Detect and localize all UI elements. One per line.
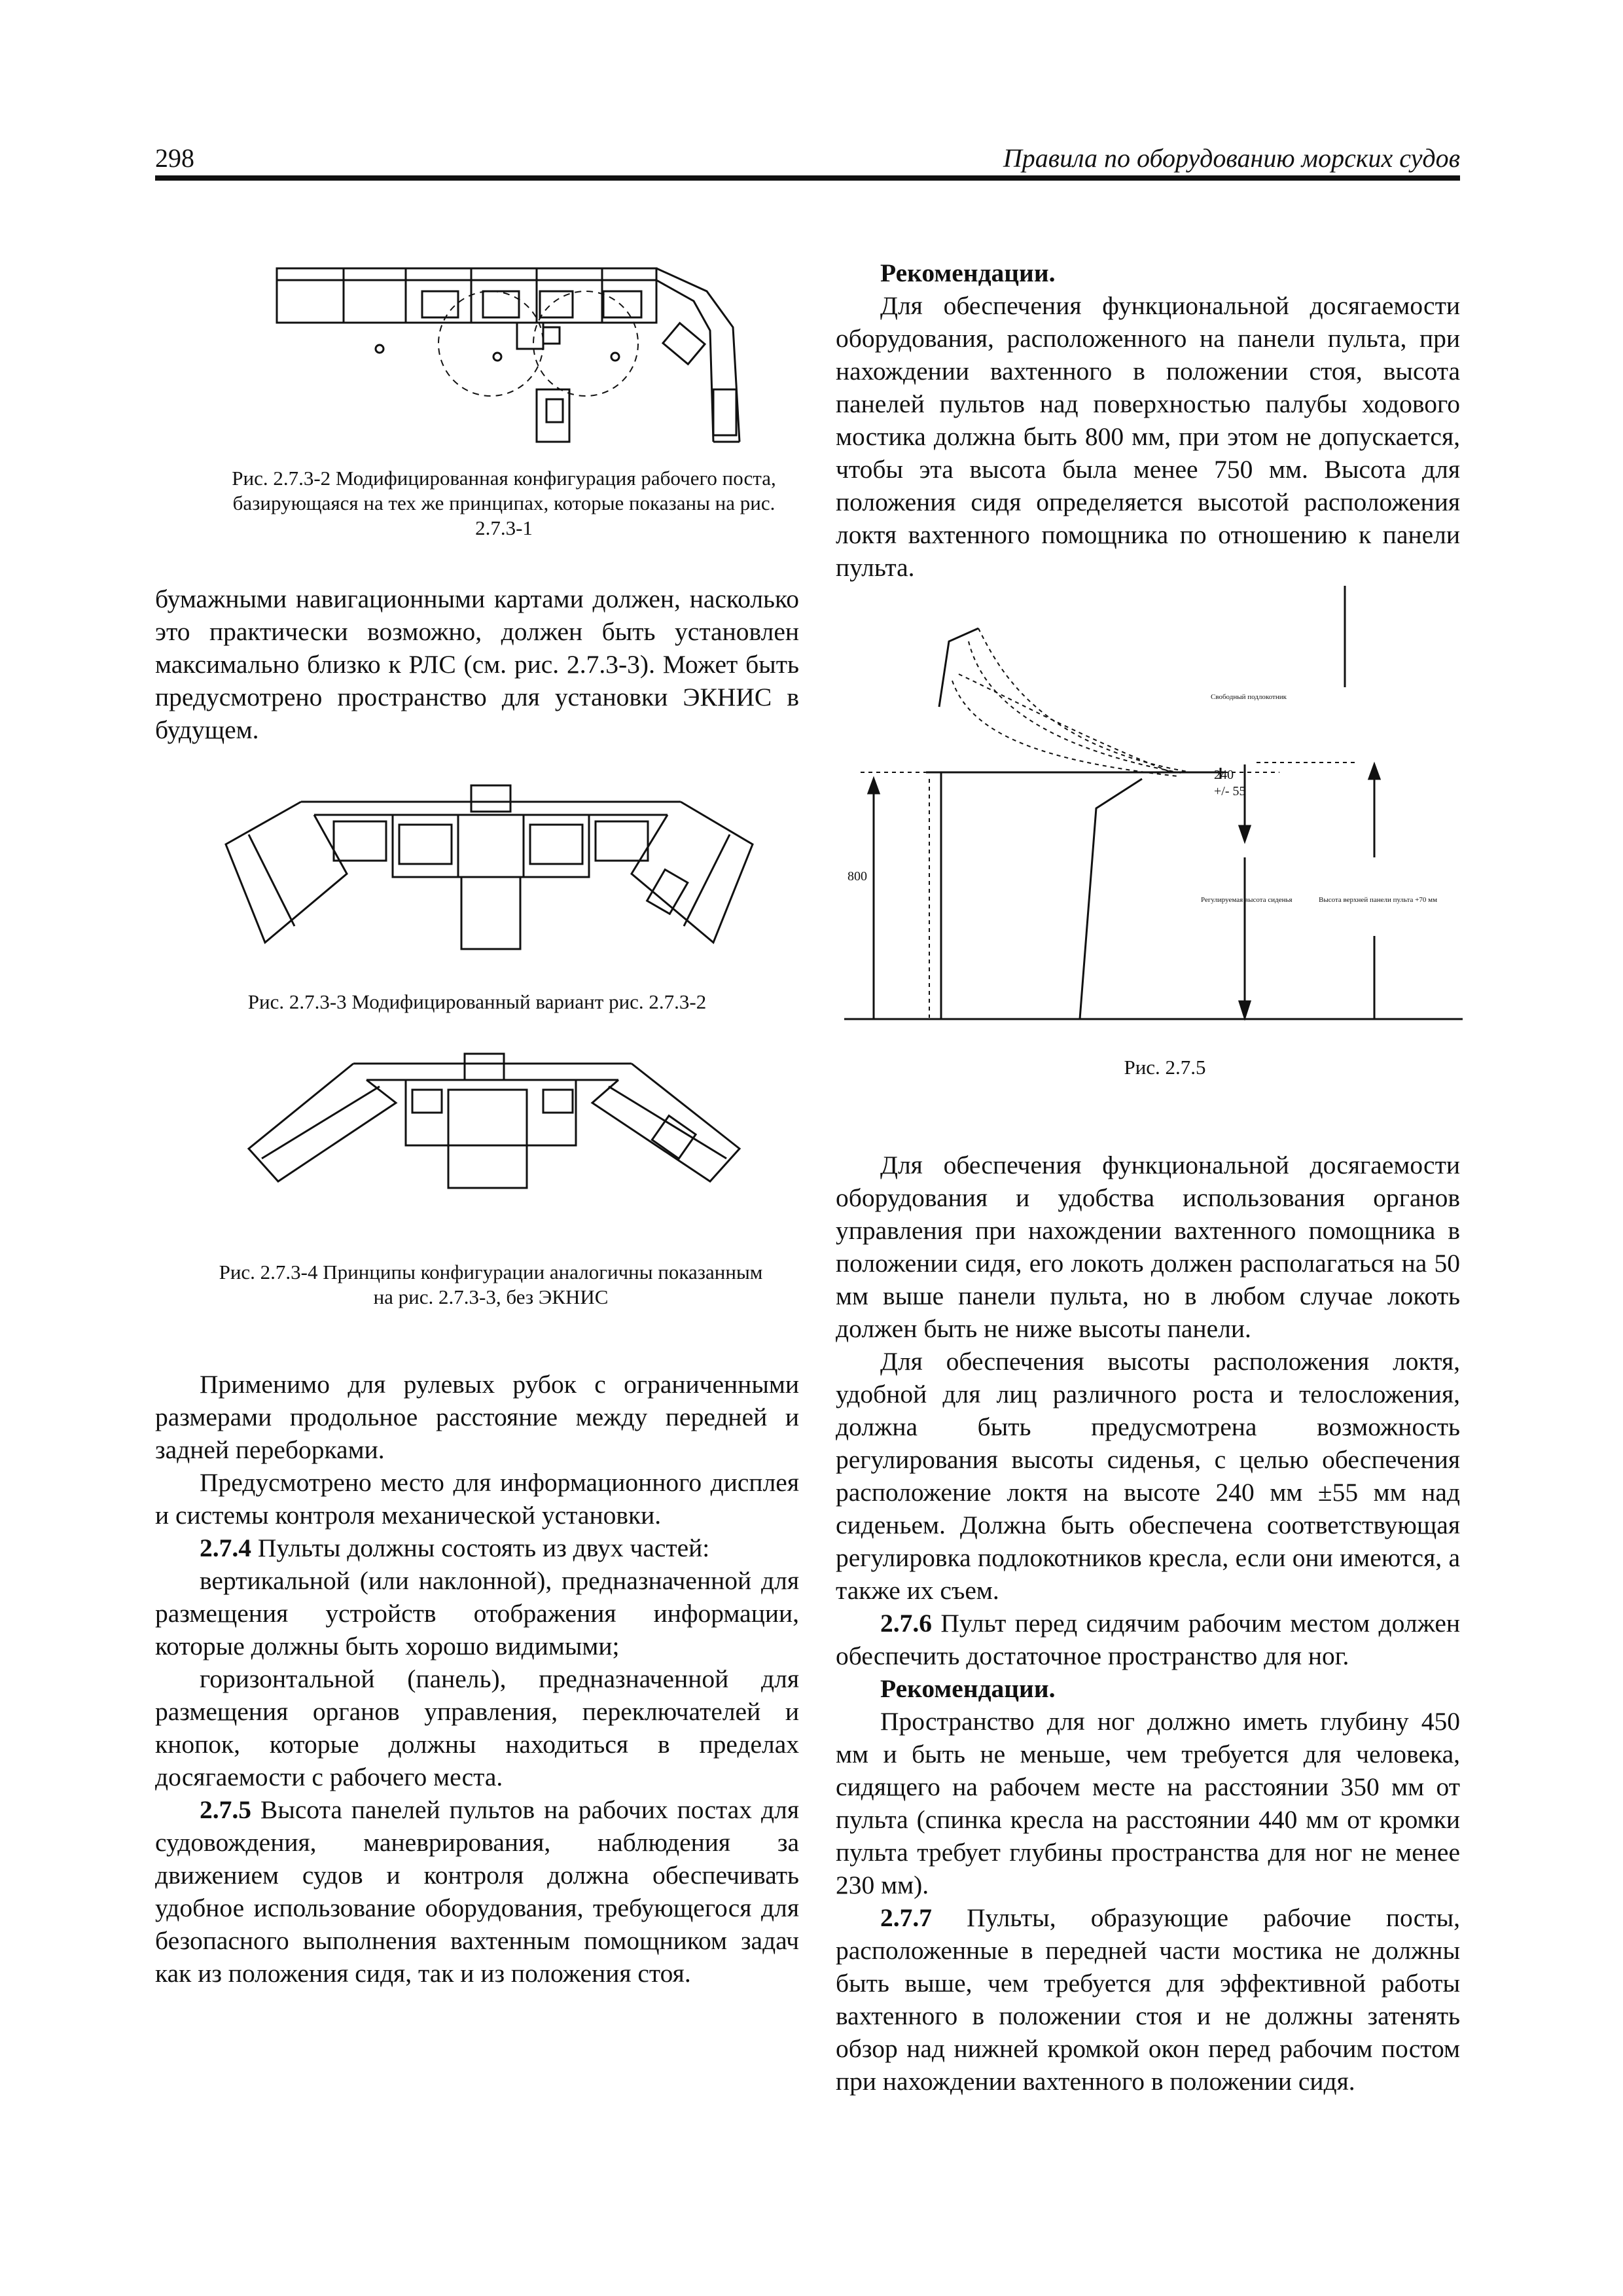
right-column-top [836,257,1460,584]
figure-2-7-3-4-caption: Рис. 2.7.3-4 Принципы конфигурации аналогичны показанным на рис. 2.7.3-3, без ЭКНИС [219,1261,763,1308]
clause-text: Пульты должны состоять из двух частей: [251,1534,710,1562]
label-elbow: Свободный подлокотник [1211,693,1287,701]
figure-2-7-5-caption: Рис. 2.7.5 [1124,1056,1206,1079]
figure-2-7-3-3-caption: Рис. 2.7.3-3 Модифицированный вариант рис. 2.7.3-2 [247,990,707,1013]
header-rule [155,175,1460,181]
label-panel-height: Высота верхней панели пульта +70 мм [1319,896,1438,904]
clause-number: 2.7.7 [880,1903,932,1932]
figure-2-7-5 [844,583,1466,1041]
right-column-main [836,1149,1460,2098]
clause-text: Пульт перед сидячим рабочим местом должен обеспечить достаточное пространство для ног. [836,1609,1460,1670]
paragraph: Предусмотрено место для информационного дисплея и системы контроля механической установки. [155,1468,799,1530]
paragraph-2-7-5 [155,1793,799,1990]
heading-text: Рекомендации. [880,1674,1056,1703]
dimension-240: 240 [1214,768,1234,782]
clause-number: 2.7.4 [200,1534,251,1562]
clause-number: 2.7.5 [200,1795,251,1824]
figure-2-7-3-3 [196,776,785,959]
paragraph: Для обеспечения функциональной досягаемости оборудования и удобства использования органов управления при нахождении вахтенного помощника в положении сидя, его локоть должен располагаться на 50 мм выше панели пульта, но в любом случае локоть должен быть не ниже высоты панели. [836,1151,1460,1343]
paragraph-2-7-7 [836,1901,1460,2098]
clause-text: Пульты, образующие рабочие посты, расположенные в передней части мостика не должны быть выше, чем требуется для эффективной работы вахтенного в положении стоя и не должны затенять обзор над нижней кромкой окон перед рабочим постом при нахождении вахтенного в положении сидя. [836,1903,1460,2096]
clause-text: Высота панелей пультов на рабочих постах для судовождения, маневрирования, наблюдения за движением судов и контроля должна обеспечивать удобное использование оборудования, требующегося для безопасного выполнения вахтенным помощником задач как из положения сидя, так и из положения стоя. [155,1795,799,1988]
paragraph: Применимо для рулевых рубок с ограниченными размерами продольное расстояние между передней и задней переборками. [155,1370,799,1464]
figure-2-7-3-2 [275,265,779,448]
paragraph: Для обеспечения функциональной досягаемости оборудования, расположенного на панели пульта, при нахождении вахтенного в положении стоя, высота панелей пультов над поверхностью палубы ходового мостика должна быть 800 мм, при этом не допускается, чтобы эта высота была менее 750 мм. Высота для положения сидя определяется высотой расположения локтя вахтенного помощника по отношению к панели пульта. [836,291,1460,582]
running-title: Правила по оборудованию морских судов [1003,143,1460,173]
paragraph: Для обеспечения высоты расположения локтя, удобной для лиц различного роста и телосложения, должна быть предусмотрена возможность регулирования высоты сиденья, с целью обеспечения расположение локтя на высоте 240 мм ±55 мм над сиденьем. Должна быть обеспечена соответствующая регулировка подлокотников кресла, если они имеются, а также их съем. [836,1347,1460,1605]
left-column-main [155,1368,799,1990]
recommendations-heading [836,257,1460,289]
heading-text: Рекомендации. [880,259,1056,287]
paragraph-2-7-6 [836,1607,1460,1672]
recommendations-heading [836,1672,1460,1705]
paragraph: горизонтальной (панель), предназначенной для размещения органов управления, переключателей и кнопок, которые должны находиться в пределах досягаемости с рабочего места. [155,1664,799,1791]
paragraph: Пространство для ног должно иметь глубину 450 мм и быть не меньше, чем требуется для человека, сидящего на рабочем месте на расстоянии 350 мм от пульта (спинка кресла на расстоянии 440 мм от кромки пульта требует глубины пространства для ног не менее 230 мм). [836,1707,1460,1899]
figure-2-7-3-4 [239,1050,749,1247]
dimension-tolerance: +/- 55 [1214,784,1246,798]
paragraph-2-7-4 [155,1532,799,1564]
figure-2-7-3-2-caption: Рис. 2.7.3-2 Модифицированная конфигурация рабочего поста, базирующаяся на тех же принципах, которые показаны на рис. 2.7.3-1 [232,467,776,539]
paragraph: бумажными навигационными картами должен, насколько это практически возможно, должен быть установлен максимально близко к РЛС (см. рис. 2.7.3-3). Может быть предусмотрено пространство для установки ЭКНИС в будущем. [155,584,799,744]
label-seat-height: Регулируемая высота сиденья [1201,896,1293,904]
paragraph: вертикальной (или наклонной), предназначенной для размещения устройств отображения информации, которые должны быть хорошо видимыми; [155,1566,799,1660]
left-column-top [155,583,799,746]
page-number: 298 [155,143,194,173]
dimension-800: 800 [847,869,867,884]
clause-number: 2.7.6 [880,1609,932,1638]
